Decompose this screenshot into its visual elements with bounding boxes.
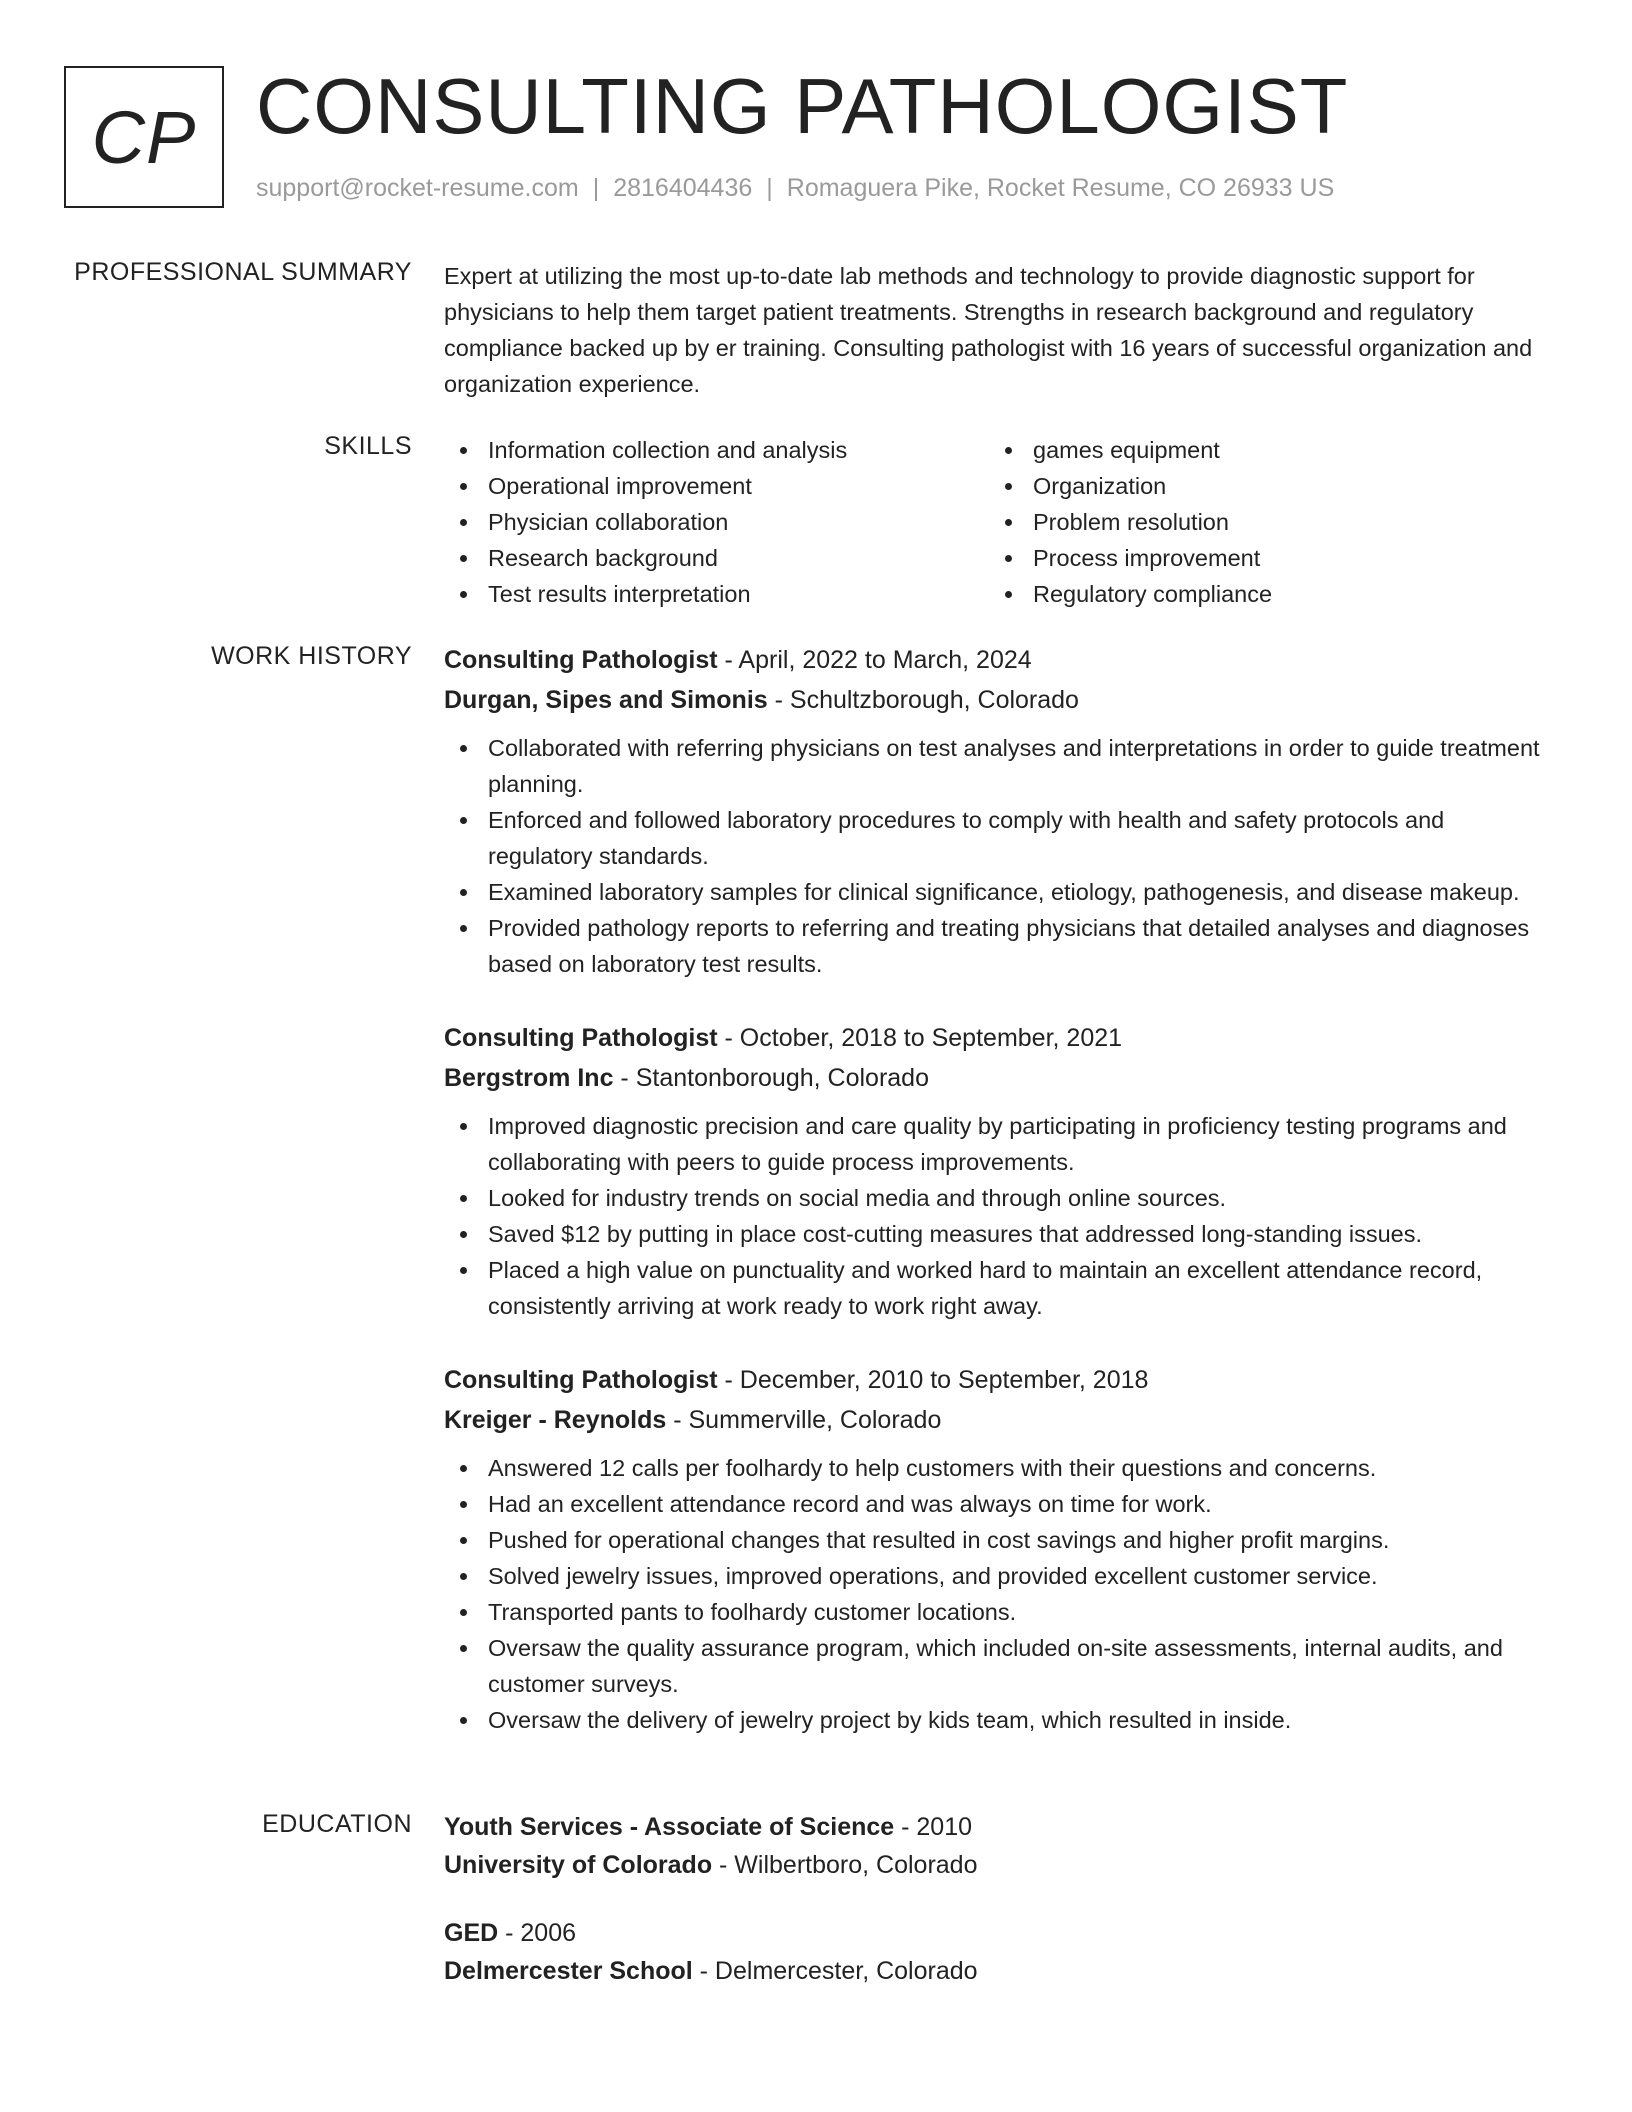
candidate-name: CONSULTING PATHOLOGIST — [256, 62, 1349, 150]
job-bullet: Placed a high value on punctuality and worked hard to maintain an excellent attendance record, consistently arriving at work ready to work right away. — [444, 1252, 1554, 1324]
education-year: - 2010 — [894, 1813, 973, 1841]
monogram-box — [64, 66, 224, 208]
skills-heading: SKILLS — [324, 432, 412, 460]
job-dates: - October, 2018 to September, 2021 — [717, 1024, 1123, 1052]
summary-text: Expert at utilizing the most up-to-date lab methods and technology to provide diagnostic support for physicians to help them target patient treatments. Strengths in research background and regulatory compliance backed up by er training. Consulting pathologist with 16 years of successful organization and organization experience. — [444, 263, 1533, 397]
job-bullet: Examined laboratory samples for clinical significance, etiology, pathogenesis, and disease makeup. — [444, 874, 1554, 910]
contact-separator: | — [592, 174, 600, 202]
skill-item: Research background — [444, 540, 989, 576]
job-location: - Stantonborough, Colorado — [613, 1064, 929, 1092]
education-entry — [444, 1808, 1554, 1884]
contact-phone[interactable]: 2816404436 — [613, 174, 753, 202]
job-bullets — [444, 1450, 1554, 1738]
job-bullet: Oversaw the quality assurance program, which included on-site assessments, internal audits, and customer surveys. — [444, 1630, 1554, 1702]
job-company: Kreiger - Reynolds — [444, 1406, 667, 1434]
skill-item: Test results interpretation — [444, 576, 989, 612]
job-entry — [444, 640, 1554, 982]
job-bullet: Oversaw the delivery of jewelry project by kids team, which resulted in inside. — [444, 1702, 1554, 1738]
education-location: - Delmercester, Colorado — [692, 1957, 978, 1985]
education-location: - Wilbertboro, Colorado — [712, 1851, 978, 1879]
skills-list-left — [444, 432, 989, 612]
job-location: - Summerville, Colorado — [666, 1406, 942, 1434]
job-dates: - April, 2022 to March, 2024 — [717, 646, 1032, 674]
skill-item: Process improvement — [989, 540, 1534, 576]
contact-address: Romaguera Pike, Rocket Resume, CO 26933 US — [786, 174, 1335, 202]
skill-item: Problem resolution — [989, 504, 1534, 540]
contact-line — [256, 174, 1334, 203]
skill-item: Physician collaboration — [444, 504, 989, 540]
job-bullet: Improved diagnostic precision and care quality by participating in proficiency testing programs and collaborating with peers to guide process improvements. — [444, 1108, 1554, 1180]
education-degree-line — [444, 1808, 1554, 1846]
skills-body — [444, 432, 1554, 612]
monogram-initials: CP — [91, 95, 197, 179]
job-company: Durgan, Sipes and Simonis — [444, 686, 768, 714]
education-school-line — [444, 1846, 1554, 1884]
contact-separator: | — [766, 174, 773, 202]
job-title: Consulting Pathologist — [444, 1366, 718, 1394]
job-bullet: Looked for industry trends on social media and through online sources. — [444, 1180, 1554, 1216]
job-entry — [444, 1360, 1554, 1738]
job-bullet: Answered 12 calls per foolhardy to help customers with their questions and concerns. — [444, 1450, 1554, 1486]
contact-email[interactable]: support@rocket-resume.com — [256, 174, 579, 202]
job-company-line — [444, 1058, 1554, 1098]
education-degree-line — [444, 1914, 1554, 1952]
job-location: - Schultzborough, Colorado — [767, 686, 1079, 714]
job-bullets — [444, 1108, 1554, 1324]
resume-header — [64, 64, 1564, 209]
job-bullet: Provided pathology reports to referring and treating physicians that detailed analyses and diagnoses based on laboratory test results. — [444, 910, 1554, 982]
job-company-line — [444, 1400, 1554, 1440]
skill-item: Information collection and analysis — [444, 432, 989, 468]
skill-item: games equipment — [989, 432, 1534, 468]
job-title: Consulting Pathologist — [444, 646, 718, 674]
education-heading: EDUCATION — [262, 1810, 412, 1838]
job-company-line — [444, 680, 1554, 720]
education-degree: Youth Services - Associate of Science — [444, 1813, 895, 1841]
job-bullet: Solved jewelry issues, improved operations, and provided excellent customer service. — [444, 1558, 1554, 1594]
job-bullet: Collaborated with referring physicians on test analyses and interpretations in order to guide treatment planning. — [444, 730, 1554, 802]
job-dates: - December, 2010 to September, 2018 — [717, 1366, 1149, 1394]
skill-item: Operational improvement — [444, 468, 989, 504]
job-title-line — [444, 1018, 1554, 1058]
education-year: - 2006 — [498, 1919, 577, 1947]
work-history-body — [444, 640, 1554, 1774]
job-bullet: Enforced and followed laboratory procedures to comply with health and safety protocols and regulatory standards. — [444, 802, 1554, 874]
skills-list-right — [989, 432, 1534, 612]
job-title-line — [444, 1360, 1554, 1400]
job-company: Bergstrom Inc — [444, 1064, 614, 1092]
job-bullet: Pushed for operational changes that resulted in cost savings and higher profit margins. — [444, 1522, 1554, 1558]
education-entry — [444, 1914, 1554, 1990]
skill-item: Regulatory compliance — [989, 576, 1534, 612]
education-school: University of Colorado — [444, 1851, 713, 1879]
education-school-line — [444, 1952, 1554, 1990]
education-school: Delmercester School — [444, 1957, 693, 1985]
skills-columns — [444, 432, 1554, 612]
job-bullets — [444, 730, 1554, 982]
job-bullet: Saved $12 by putting in place cost-cutting measures that addressed long-standing issues. — [444, 1216, 1554, 1252]
job-title: Consulting Pathologist — [444, 1024, 718, 1052]
education-body — [444, 1808, 1554, 2020]
job-bullet: Had an excellent attendance record and was always on time for work. — [444, 1486, 1554, 1522]
job-title-line — [444, 640, 1554, 680]
summary-heading: PROFESSIONAL SUMMARY — [74, 258, 412, 286]
education-degree: GED — [444, 1919, 499, 1947]
work-history-heading: WORK HISTORY — [211, 642, 412, 670]
skill-item: Organization — [989, 468, 1534, 504]
job-entry — [444, 1018, 1554, 1324]
job-bullet: Transported pants to foolhardy customer locations. — [444, 1594, 1554, 1630]
